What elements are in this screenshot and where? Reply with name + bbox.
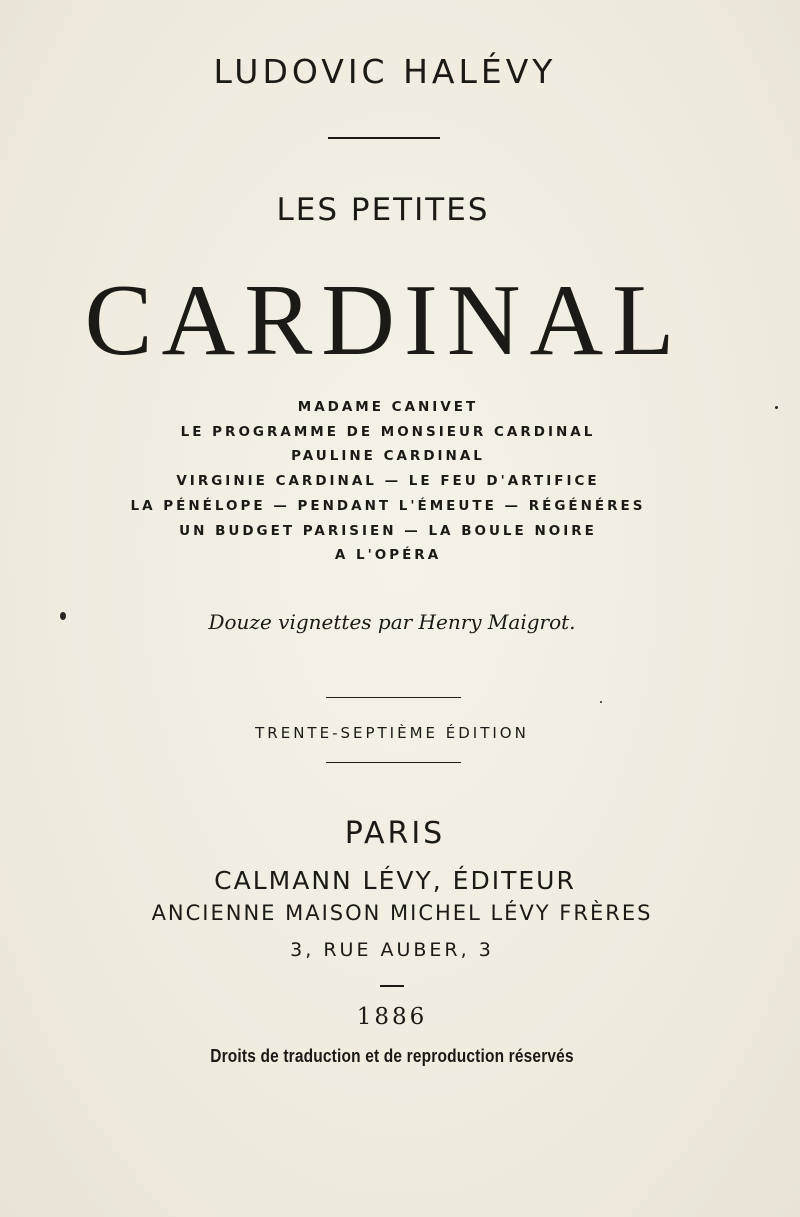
rights-notice: Droits de traduction et de reproduction réservés: [210, 1046, 574, 1066]
ink-speck: [60, 612, 66, 620]
contents-line: MADAME CANIVET: [297, 399, 479, 415]
edition-note: TRENTE-SEPTIÈME ÉDITION: [255, 724, 529, 742]
imprint-city: PARIS: [344, 816, 446, 851]
illustrations-credit: Douze vignettes par Henry Maigrot.: [208, 610, 576, 634]
divider-rule: [326, 697, 461, 698]
imprint-publisher-sub: ANCIENNE MAISON MICHEL LÉVY FRÈRES: [151, 901, 653, 925]
ink-speck: [775, 406, 778, 409]
divider-rule: [326, 762, 461, 763]
title-line-1: LES PETITES: [276, 192, 490, 228]
imprint-address: 3, RUE AUBER, 3: [290, 939, 494, 961]
divider-rule: [328, 137, 440, 139]
contents-line: VIRGINIE CARDINAL — LE FEU D'ARTIFICE: [176, 473, 600, 489]
author-name: LUDOVIC HALÉVY: [213, 52, 557, 91]
title-line-2: CARDINAL: [84, 264, 684, 377]
contents-line: LA PÉNÉLOPE — PENDANT L'ÉMEUTE — RÉGÉNÉRES: [130, 498, 646, 514]
contents-line: PAULINE CARDINAL: [291, 448, 485, 464]
contents-line: LE PROGRAMME DE MONSIEUR CARDINAL: [180, 424, 596, 440]
contents-line: A L'OPÉRA: [334, 547, 442, 563]
contents-line: UN BUDGET PARISIEN — LA BOULE NOIRE: [179, 523, 597, 539]
imprint-publisher: CALMANN LÉVY, ÉDITEUR: [214, 866, 576, 895]
ink-speck: [600, 701, 602, 703]
publication-year: 1886: [356, 1004, 428, 1030]
short-rule: [380, 985, 404, 987]
